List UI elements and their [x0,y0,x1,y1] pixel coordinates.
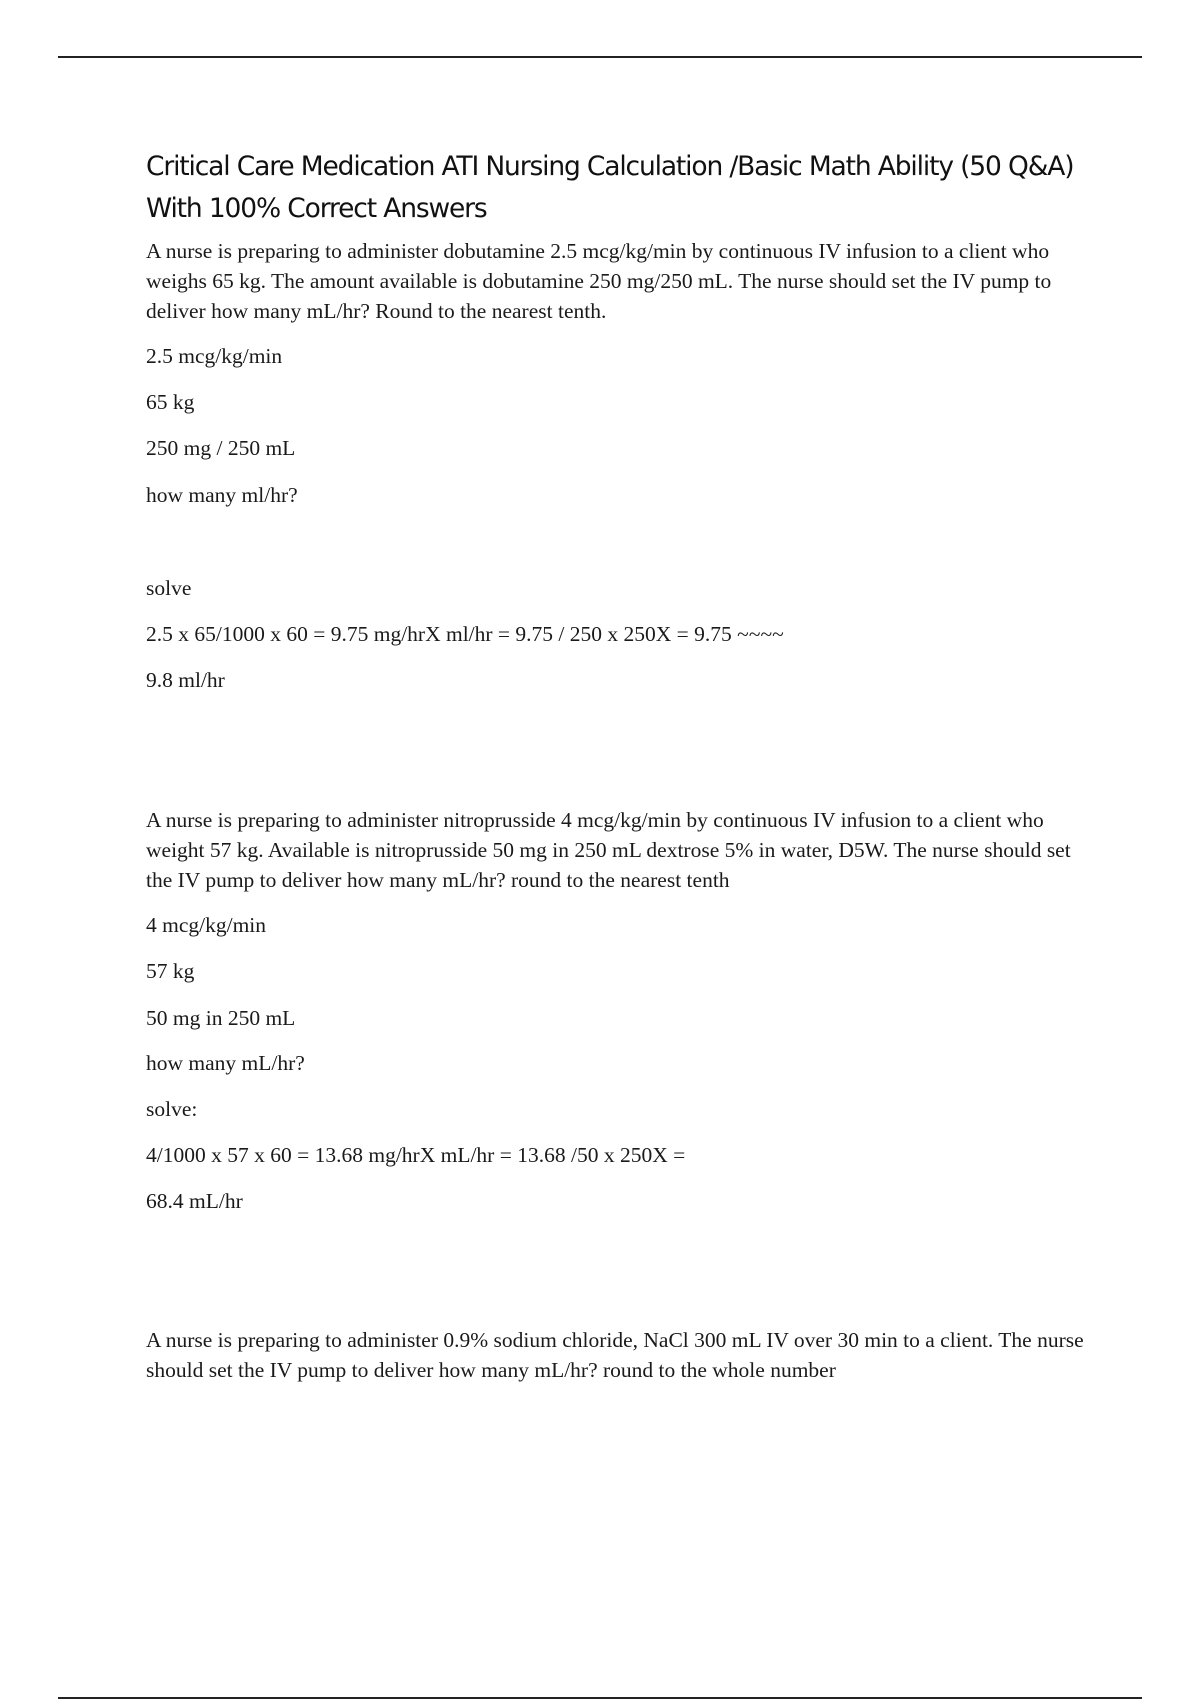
question-1-work: 2.5 x 65/1000 x 60 = 9.75 mg/hrX ml/hr = 9.75 / 250 x 250X = 9.75 ~~~~ [146,622,784,646]
question-1-answer: 9.8 ml/hr [146,668,225,692]
question-2-given-concentration: 50 mg in 250 mL [146,1006,296,1030]
question-2-answer: 68.4 mL/hr [146,1189,243,1213]
question-1-solve-label: solve [146,576,192,600]
header-rule [58,56,1142,58]
question-2-given-weight: 57 kg [146,959,195,983]
question-2-prompt: A nurse is preparing to administer nitroprusside 4 mcg/kg/min by continuous IV infusion to a client who weight 57 kg. Available is nitroprusside 50 mg in 250 mL dextrose 5% in water, D5W. The nurse should set the IV pump to deliver how many mL/hr? round to the nearest tenth [146,808,1071,892]
question-1-given-weight: 65 kg [146,390,195,414]
question-2-solve-label: solve: [146,1097,198,1121]
question-2-work: 4/1000 x 57 x 60 = 13.68 mg/hrX mL/hr = 13.68 /50 x 250X = [146,1143,686,1167]
question-1-given-dose: 2.5 mcg/kg/min [146,344,283,368]
footer-rule [58,1697,1142,1699]
document-title: Critical Care Medication ATI Nursing Calculation /Basic Math Ability (50 Q&A) With 100% Correct Answers [146,151,1074,224]
question-1-given-question: how many ml/hr? [146,483,298,507]
question-2-given-dose: 4 mcg/kg/min [146,913,267,937]
question-2-given-question: how many mL/hr? [146,1051,305,1075]
question-3-prompt: A nurse is preparing to administer 0.9% sodium chloride, NaCl 300 mL IV over 30 min to a client. The nurse should set the IV pump to deliver how many mL/hr? round to the whole number [146,1328,1084,1382]
question-1-prompt: A nurse is preparing to administer dobutamine 2.5 mcg/kg/min by continuous IV infusion to a client who weighs 65 kg. The amount available is dobutamine 250 mg/250 mL. The nurse should set the IV pump to deliver how many mL/hr? Round to the nearest tenth. [146,239,1052,323]
question-1-given-concentration: 250 mg / 250 mL [146,436,296,460]
